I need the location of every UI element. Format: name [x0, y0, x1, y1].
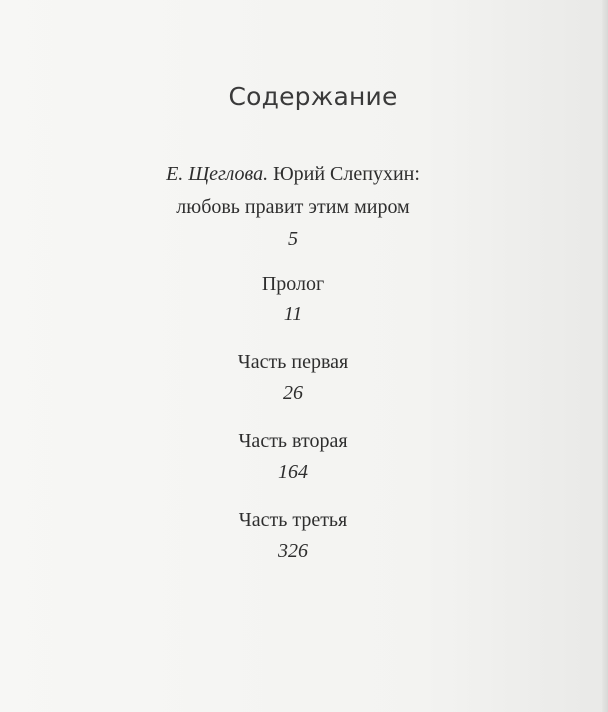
- toc-page-number: 26: [283, 382, 303, 404]
- toc-entry-part-one: Часть первая: [237, 351, 349, 373]
- toc-entry-intro-line1: [0, 160, 586, 188]
- toc-entry-title-part1: Юрий Слепухин:: [273, 163, 420, 185]
- toc-page-number: 326: [278, 540, 308, 562]
- toc-entry-part-three: Часть третья: [238, 509, 348, 531]
- page-title: Содержание: [228, 82, 398, 111]
- toc-page-number: 164: [278, 461, 308, 483]
- toc-entry-title-part2: любовь правит этим миром: [176, 196, 410, 218]
- toc-entry-prologue: Пролог: [261, 273, 325, 295]
- toc-entry-author: Е. Щеглова.: [166, 163, 269, 185]
- toc-entry-part-two: Часть вторая: [238, 430, 348, 452]
- toc-page-number: 11: [283, 303, 303, 325]
- toc-page-number: 5: [288, 228, 298, 250]
